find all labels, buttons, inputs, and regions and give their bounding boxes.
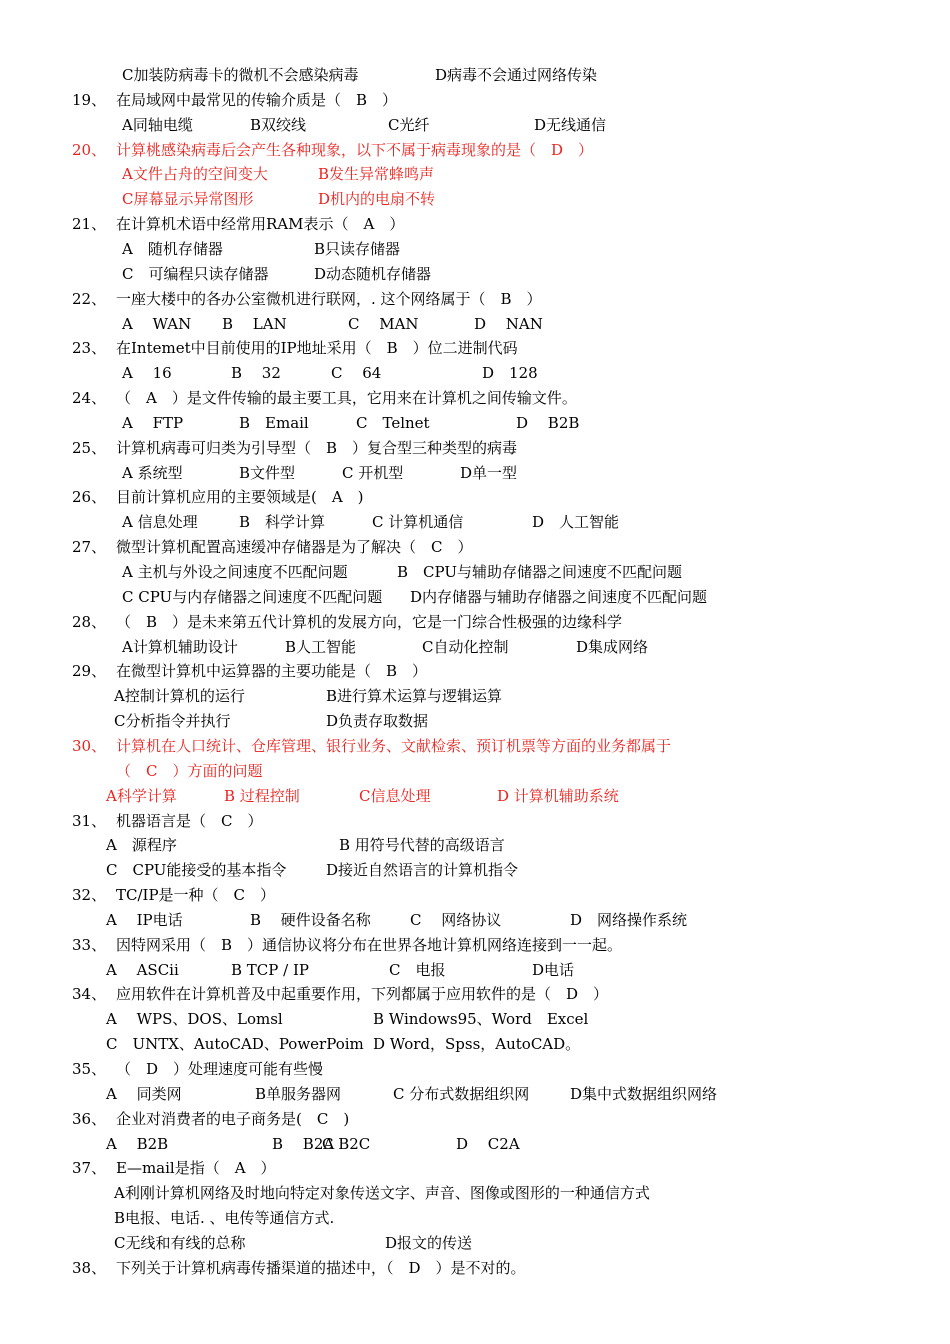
options-line (0, 911, 950, 931)
question-line (0, 215, 950, 235)
answer-option: D机内的电扇不转 (318, 190, 436, 209)
answer-option: C UNTX、AutoCAD、PowerPoim (106, 1035, 364, 1054)
question-text: 微型计算机配置高速缓冲存储器是为了解决（ C ） (116, 538, 473, 557)
answer-option: C加装防病毒卡的微机不会感染病毒 (122, 66, 359, 84)
options-line (0, 1010, 950, 1030)
options-line (0, 513, 950, 533)
options-line (0, 787, 950, 807)
options-line (0, 66, 950, 86)
answer-option: C信息处理 (359, 786, 431, 805)
question-text: （ D ）处理速度可能有些慢 (116, 1060, 324, 1078)
answer-option: A 系统型 (122, 463, 183, 482)
question-line (0, 1060, 950, 1080)
answer-option: A ASCii (106, 960, 179, 979)
answer-option: D C2A (456, 1134, 520, 1153)
answer-option: A IP电话 (106, 910, 183, 929)
answer-option: B双绞线 (250, 115, 307, 134)
answer-option: D电话 (532, 960, 575, 979)
answer-option: C光纤 (388, 115, 430, 134)
answer-option: D集成网络 (576, 637, 649, 656)
answer-option: A文件占舟的空间变大 (122, 165, 268, 184)
answer-option: C屏幕显示异常图形 (122, 190, 254, 209)
options-line (0, 265, 950, 285)
question-line (0, 339, 950, 359)
options-line (0, 240, 950, 260)
answer-option: C Telnet (356, 413, 430, 432)
question-line (0, 290, 950, 310)
answer-option: A科学计算 (106, 786, 177, 805)
question-line (0, 91, 950, 111)
answer-option: B TCP / IP (231, 960, 309, 979)
answer-option: A WAN (122, 314, 192, 333)
options-line (0, 638, 950, 658)
question-line (0, 439, 950, 459)
answer-option: D内存储器与辅助存储器之间速度不匹配问题 (410, 587, 708, 606)
options-line (0, 414, 950, 434)
answer-option: D集中式数据组织网络 (570, 1084, 718, 1103)
question-text: TC/IP是一种（ C ） (116, 886, 276, 905)
options-line (0, 563, 950, 583)
continuation-text: B电报、电话. 、电传等通信方式. (114, 1209, 335, 1228)
answer-option: B Windows95、Word Excel (373, 1010, 589, 1029)
question-text: （ B ）是未来第五代计算机的发展方向，它是一门综合性极强的边缘科学 (116, 612, 623, 631)
question-line (0, 812, 950, 832)
continuation-line (0, 1184, 950, 1204)
answer-option: B Email (239, 413, 309, 432)
question-line (0, 1259, 950, 1279)
question-number: 36、 (72, 1109, 107, 1128)
question-number: 24、 (72, 389, 107, 408)
answer-option: B进行算术运算与逻辑运算 (326, 687, 503, 706)
answer-option: B 32 (231, 364, 281, 383)
answer-option: D单一型 (460, 463, 518, 482)
question-number: 26、 (72, 488, 107, 507)
options-line (0, 836, 950, 856)
question-line (0, 1110, 950, 1130)
answer-option: D负责存取数据 (326, 712, 429, 731)
answer-option: A控制计算机的运行 (114, 687, 245, 706)
continuation-line (0, 1209, 950, 1229)
answer-option: C 开机型 (342, 463, 404, 482)
question-number: 38、 (72, 1258, 107, 1277)
answer-option: C MAN (348, 314, 419, 333)
answer-option: B LAN (222, 314, 287, 333)
question-text: 机器语言是（ C ） (116, 811, 263, 830)
question-number: 25、 (72, 438, 107, 457)
answer-option: B 硬件设备名称 (250, 910, 371, 929)
answer-option: D 128 (482, 364, 538, 383)
continuation-text: A利刚计算机网络及时地向特定对象传送文字、声音、图像或图形的一种通信方式 (114, 1184, 650, 1203)
answer-option: A 源程序 (106, 836, 177, 855)
question-number: 28、 (72, 612, 107, 631)
answer-option: C CPU能接受的基本指令 (106, 861, 287, 880)
question-number: 22、 (72, 289, 107, 308)
answer-option: D接近自然语言的计算机指令 (326, 861, 519, 880)
question-number: 29、 (72, 662, 107, 681)
answer-option: A 信息处理 (122, 513, 198, 532)
answer-option: C B2C (322, 1134, 371, 1153)
question-text: 计算机在人口统计、仓库管理、银行业务、文献检索、预订机票等方面的业务都属于 (116, 736, 672, 755)
answer-option: B发生异常蜂鸣声 (318, 165, 435, 184)
options-line (0, 712, 950, 732)
question-number: 21、 (72, 215, 107, 234)
answer-option: B人工智能 (285, 637, 357, 656)
continuation-text: （ C ）方面的问题 (116, 761, 263, 780)
question-line (0, 488, 950, 508)
question-number: 33、 (72, 935, 107, 954)
answer-option: D病毒不会通过网络传染 (435, 66, 598, 84)
answer-option: C 计算机通信 (372, 513, 464, 532)
question-number: 20、 (72, 140, 107, 159)
answer-option: A 16 (122, 364, 172, 383)
question-line (0, 538, 950, 558)
answer-option: B单服务器网 (255, 1084, 342, 1103)
answer-option: B文件型 (239, 463, 296, 482)
question-line (0, 662, 950, 682)
options-line (0, 464, 950, 484)
answer-option: B 过程控制 (224, 786, 300, 805)
options-line (0, 315, 950, 335)
question-line (0, 613, 950, 633)
answer-option: C CPU与内存储器之间速度不匹配问题 (122, 587, 383, 606)
question-number: 32、 (72, 886, 107, 905)
answer-option: D报文的传送 (385, 1233, 473, 1252)
question-text: 在微型计算机中运算器的主要功能是（ B ） (116, 662, 428, 681)
question-line (0, 886, 950, 906)
question-text: 计算机病毒可归类为引导型（ B ）复合型三种类型的病毒 (116, 438, 518, 457)
question-text: 下列关于计算机病毒传播渠道的描述中，（ D ）是不对的。 (116, 1258, 526, 1277)
question-line (0, 936, 950, 956)
answer-option: C 64 (331, 364, 382, 383)
answer-option: B CPU与辅助存储器之间速度不匹配问题 (397, 563, 682, 581)
answer-option: D Word，Spss，AutoCAD。 (373, 1035, 581, 1054)
answer-option: C 网络协议 (410, 910, 502, 929)
options-line (0, 190, 950, 210)
options-line (0, 588, 950, 608)
question-text: 计算桃感染病毒后会产生各种现象，以下不属于病毒现象的是（ D ） (116, 140, 594, 159)
answer-option: C分析指令并执行 (114, 712, 231, 731)
question-number: 35、 (72, 1060, 107, 1078)
answer-option: B 用符号代替的高级语言 (339, 836, 505, 855)
answer-option: D 人工智能 (532, 513, 620, 532)
question-text: 企业对消费者的电子商务是( C ) (116, 1109, 350, 1128)
question-text: 应用软件在计算机普及中起重要作用，下列都属于应用软件的是（ D ） (116, 985, 609, 1004)
options-line (0, 687, 950, 707)
options-line (0, 165, 950, 185)
options-line (0, 116, 950, 136)
answer-option: D 网络操作系统 (570, 910, 688, 929)
answer-option: D B2B (516, 413, 580, 432)
options-line (0, 364, 950, 384)
answer-option: D NAN (474, 314, 543, 333)
answer-option: B 科学计算 (239, 513, 326, 532)
answer-option: D动态随机存储器 (314, 264, 432, 283)
answer-option: B B2A (272, 1134, 335, 1153)
answer-option: A计算机辅助设计 (122, 637, 238, 656)
options-line (0, 1234, 950, 1254)
question-line (0, 985, 950, 1005)
answer-option: A FTP (122, 413, 184, 432)
question-number: 23、 (72, 339, 107, 358)
question-text: 在计算机术语中经常用RAM表示（ A ） (116, 215, 405, 234)
question-number: 37、 (72, 1159, 107, 1178)
question-text: 在Intemet中目前使用的IP地址采用（ B ）位二进制代码 (116, 339, 518, 358)
answer-option: D 计算机辅助系统 (497, 786, 619, 805)
question-text: 因特网采用（ B ）通信协议将分布在世界各地计算机网络连接到一一起。 (116, 935, 623, 954)
question-number: 30、 (72, 736, 107, 755)
answer-option: A 随机存储器 (122, 239, 223, 258)
options-line (0, 1035, 950, 1055)
options-line (0, 1085, 950, 1105)
question-text: 目前计算机应用的主要领域是( A ) (116, 488, 364, 507)
question-text: 在局域网中最常见的传输介质是（ B ） (116, 90, 398, 109)
question-number: 34、 (72, 985, 107, 1004)
options-line (0, 961, 950, 981)
options-line (0, 1135, 950, 1155)
answer-option: A 主机与外设之间速度不匹配问题 (122, 563, 348, 581)
question-line (0, 1159, 950, 1179)
answer-option: C 可编程只读存储器 (122, 264, 269, 283)
question-text: 一座大楼中的各办公室微机进行联网，. 这个网络属于（ B ） (116, 289, 542, 308)
question-number: 27、 (72, 538, 107, 557)
question-text: （ A ）是文件传输的最主要工具，它用来在计算机之间传输文件。 (116, 389, 577, 408)
answer-option: C自动化控制 (422, 637, 509, 656)
question-line (0, 389, 950, 409)
answer-option: A同轴电缆 (122, 115, 193, 134)
answer-option: A WPS、DOS、Lomsl (106, 1010, 283, 1029)
answer-option: D无线通信 (534, 115, 607, 134)
question-line (0, 141, 950, 161)
continuation-line (0, 762, 950, 782)
answer-option: A 同类网 (106, 1084, 182, 1103)
answer-option: C 分布式数据组织网 (393, 1084, 530, 1103)
question-number: 31、 (72, 811, 107, 830)
answer-option: C无线和有线的总称 (114, 1233, 246, 1252)
question-line (0, 737, 950, 757)
answer-option: A B2B (106, 1134, 169, 1153)
question-text: E—mail是指（ A ） (116, 1159, 276, 1178)
answer-option: C 电报 (389, 960, 446, 979)
question-number: 19、 (72, 90, 107, 109)
options-line (0, 861, 950, 881)
answer-option: B只读存储器 (314, 239, 401, 258)
